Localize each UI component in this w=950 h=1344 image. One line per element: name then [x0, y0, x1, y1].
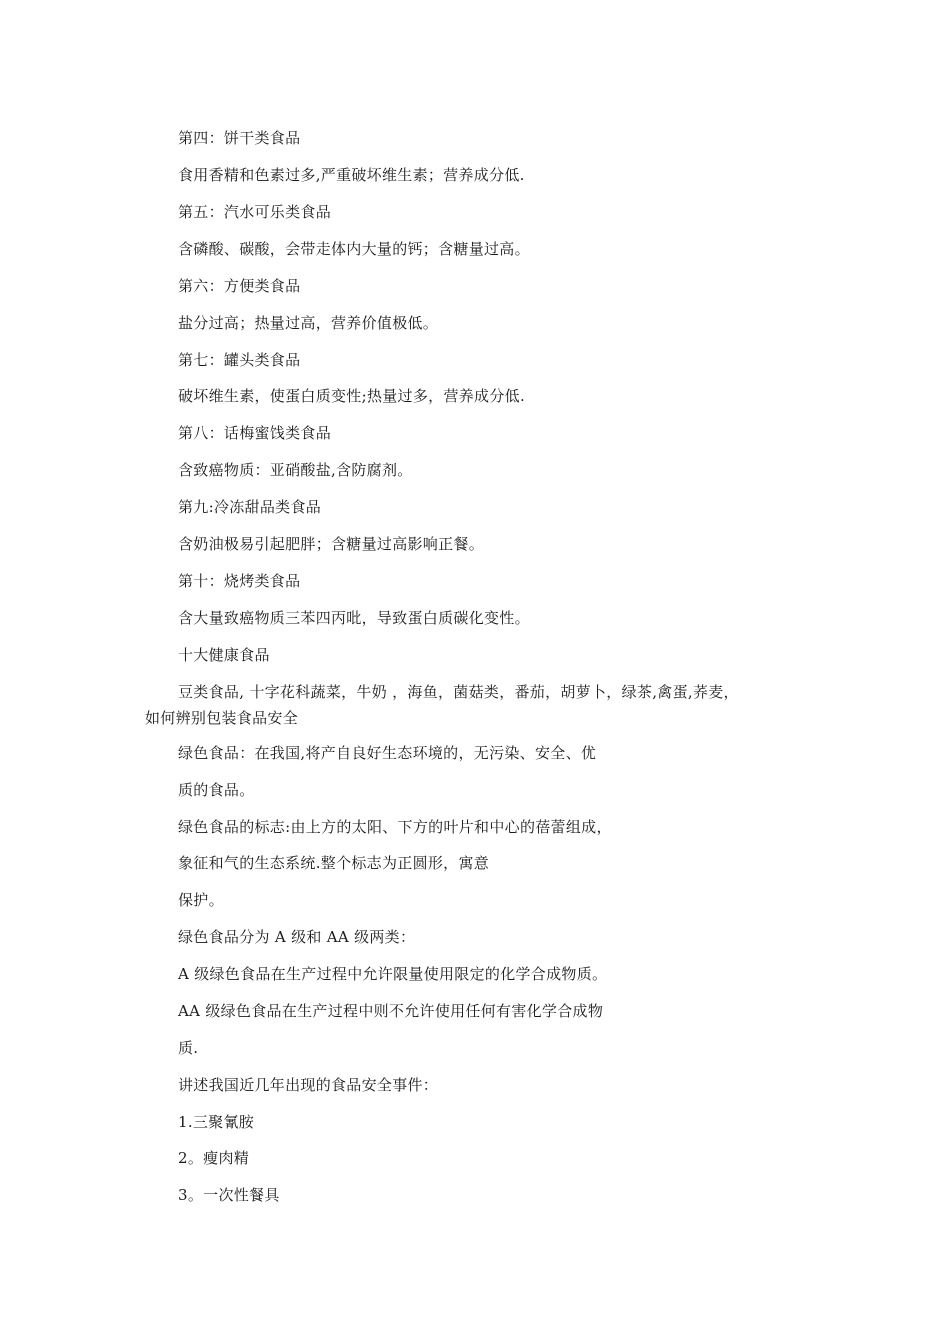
healthy-foods-list: 豆类食品, 十字花科蔬菜，牛奶 ，海鱼，菌菇类，番茄，胡萝卜，绿茶,禽蛋,荞麦， [178, 683, 739, 701]
heading-incidents: 讲述我国近几年出现的食品安全事件： [178, 1076, 439, 1094]
green-food-def-2: 质的食品。 [178, 781, 255, 799]
grade-aa-1: AA 级绿色食品在生产过程中则不允许使用任何有害化学合成物 [178, 1002, 604, 1020]
green-logo-1: 绿色食品的标志:由上方的太阳、下方的叶片和中心的蓓蕾组成， [178, 818, 612, 836]
green-logo-2: 象征和气的生态系统.整个标志为正圆形，寓意 [178, 854, 490, 872]
incident-1: 1.三聚氰胺 [178, 1113, 255, 1131]
incident-3: 3。一次性餐具 [178, 1186, 280, 1204]
heading-frozen: 第九:冷冻甜品类食品 [178, 498, 322, 516]
heading-bbq: 第十：烧烤类食品 [178, 572, 301, 590]
incident-2: 2。瘦肉精 [178, 1149, 250, 1167]
text-preserved: 含致癌物质：亚硝酸盐,含防腐剂。 [178, 461, 413, 479]
heading-biscuits: 第四：饼干类食品 [178, 129, 301, 147]
text-soda: 含磷酸、碳酸，会带走体内大量的钙；含糖量过高。 [178, 240, 530, 258]
heading-instant: 第六：方便类食品 [178, 277, 301, 295]
heading-soda: 第五：汽水可乐类食品 [178, 203, 332, 221]
heading-preserved: 第八：话梅蜜饯类食品 [178, 424, 332, 442]
text-frozen: 含奶油极易引起肥胖；含糖量过高影响正餐。 [178, 535, 485, 553]
heading-package-safety: 如何辨别包装食品安全 [145, 709, 299, 727]
green-food-def-1: 绿色食品：在我国,将产自良好生态环境的，无污染、安全、优 [178, 744, 597, 762]
green-logo-3: 保护。 [178, 891, 224, 909]
heading-canned: 第七：罐头类食品 [178, 351, 301, 369]
text-canned: 破坏维生素，使蛋白质变性;热量过多，营养成分低. [178, 387, 526, 405]
grade-aa-2: 质. [178, 1039, 199, 1057]
text-instant: 盐分过高；热量过高，营养价值极低。 [178, 314, 439, 332]
grade-a: A 级绿色食品在生产过程中允许限量使用限定的化学合成物质。 [178, 965, 608, 983]
text-biscuits: 食用香精和色素过多,严重破坏维生素；营养成分低. [178, 166, 525, 184]
text-bbq: 含大量致癌物质三苯四丙吡，导致蛋白质碳化变性。 [178, 609, 530, 627]
heading-healthy: 十大健康食品 [178, 646, 270, 664]
green-grades: 绿色食品分为 A 级和 AA 级两类： [178, 928, 416, 946]
